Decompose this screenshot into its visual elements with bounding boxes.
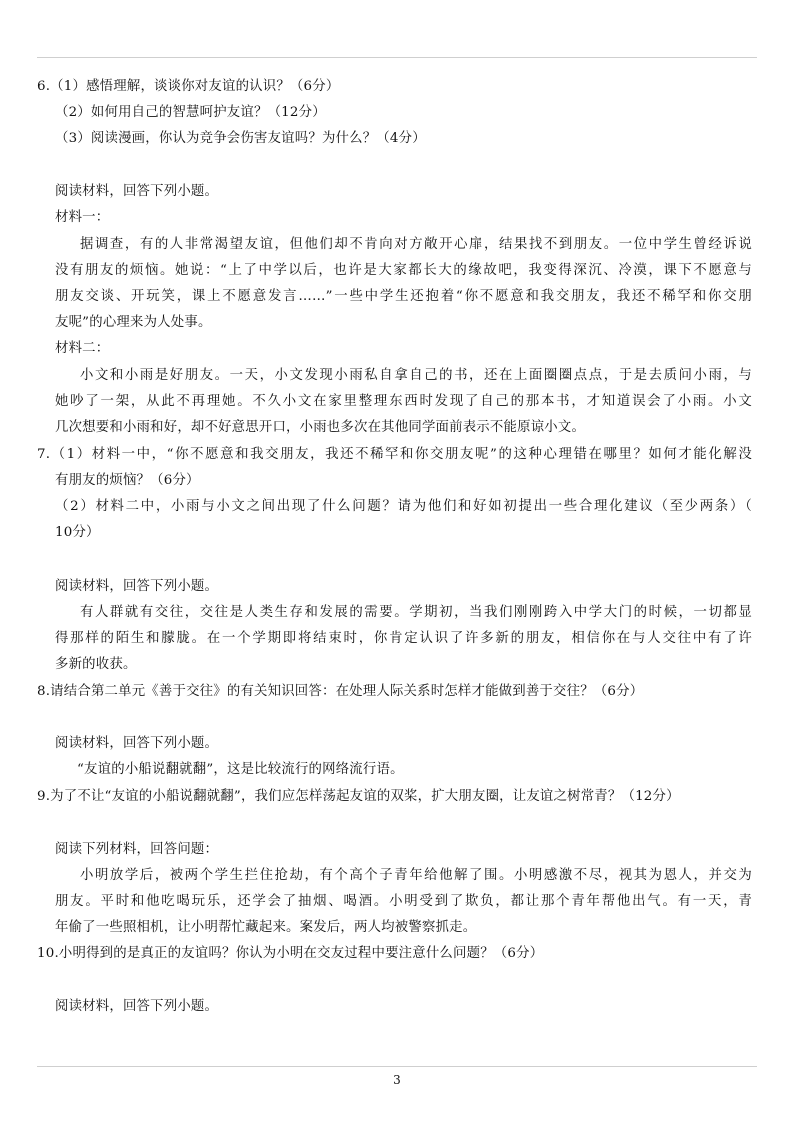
material-2-heading: 材料二： (55, 341, 110, 356)
question-6-part-2: （2）如何用自己的智慧呵护友谊？（12分） (55, 105, 326, 120)
material-line: 年偷了一些照相机，让小明帮忙藏起来。案发后，两人均被警察抓走。 (55, 920, 477, 935)
footer-divider (37, 1066, 757, 1067)
material-1-line: 朋友交谈、开玩笑，课上不愿意发言……”一些中学生还抱着“你不愿意和我交朋友，我还不稀罕和你交朋 (55, 289, 752, 304)
material-1-heading: 材料一： (55, 210, 110, 225)
material-line: 朋友。平时和他吃喝玩乐，还学会了抽烟、喝酒。小明受到了欺负，都让那个青年帮他出气。有一天，青 (55, 894, 752, 909)
material-line: 得那样的陌生和朦胧。在一个学期即将结束时，你肯定认识了许多新的朋友，相信你在与人交往中有了许 (55, 631, 752, 646)
material-2-line: 她吵了一架，从此不再理她。不久小文在家里整理东西时发现了自己的那本书，才知道误会了小雨。小文 (55, 394, 752, 409)
material-1-line: 据调查，有的人非常渴望友谊，但他们却不肯向对方敞开心扉，结果找不到朋友。一位中学生曾经诉说 (80, 237, 752, 252)
header-divider (37, 57, 757, 58)
material-1-line: 友呢”的心理来为人处事。 (55, 315, 212, 330)
material-2-line: 小文和小雨是好朋友。一天，小文发现小雨私自拿自己的书，还在上面圈圈点点，于是去质问小雨，与 (80, 368, 752, 383)
reading-instruction: 阅读材料，回答下列小题。 (55, 999, 219, 1014)
material-line: 多新的收获。 (55, 657, 137, 672)
material-line: 小明放学后，被两个学生拦住抢劫，有个高个子青年给他解了围。小明感激不尽，视其为恩人，并交为 (80, 868, 752, 883)
material-1-line: 没有朋友的烦恼。她说：“上了中学以后，也许是大家都长大的缘故吧，我变得深沉、冷漠，课下不愿意与 (55, 263, 752, 278)
question-7-part-1-cont: 有朋友的烦恼？（6分） (55, 473, 200, 488)
question-9: 9.为了不让“友谊的小船说翻就翻”，我们应怎样荡起友谊的双桨，扩大朋友圈，让友谊之树常青？（12分） (37, 789, 680, 804)
question-8: 8.请结合第二单元《善于交往》的有关知识回答：在处理人际关系时怎样才能做到善于交往？（6分） (37, 684, 644, 699)
material-line: “友谊的小船说翻就翻”，这是比较流行的网络流行语。 (77, 762, 404, 777)
question-10: 10.小明得到的是真正的友谊吗？你认为小明在交友过程中要注意什么问题？（6分） (37, 946, 544, 961)
question-7-part-1: 7.（1）材料一中，“你不愿意和我交朋友，我还不稀罕和你交朋友呢”的这种心理错在哪里？如何才能化解没 (37, 447, 752, 462)
question-7-part-2: （2）材料二中，小雨与小文之间出现了什么问题？请为他们和好如初提出一些合理化建议（至少两条）（ (55, 499, 752, 514)
question-6-part-1: 6.（1）感悟理解，谈谈你对友谊的认识？（6分） (37, 79, 340, 94)
page-number: 3 (393, 1073, 401, 1087)
question-7-part-2-cont: 10分） (55, 525, 100, 540)
material-line: 有人群就有交往，交往是人类生存和发展的需要。学期初，当我们刚刚跨入中学大门的时候，一切都显 (80, 605, 752, 620)
reading-instruction: 阅读材料，回答下列小题。 (55, 736, 219, 751)
reading-instruction: 阅读下列材料，回答问题： (55, 842, 219, 857)
reading-instruction: 阅读材料，回答下列小题。 (55, 184, 219, 199)
question-6-part-3: （3）阅读漫画，你认为竞争会伤害友谊吗？为什么？（4分） (55, 131, 426, 146)
reading-instruction: 阅读材料，回答下列小题。 (55, 579, 219, 594)
material-2-line: 几次想要和小雨和好，却不好意思开口，小雨也多次在其他同学面前表示不能原谅小文。 (55, 420, 586, 435)
